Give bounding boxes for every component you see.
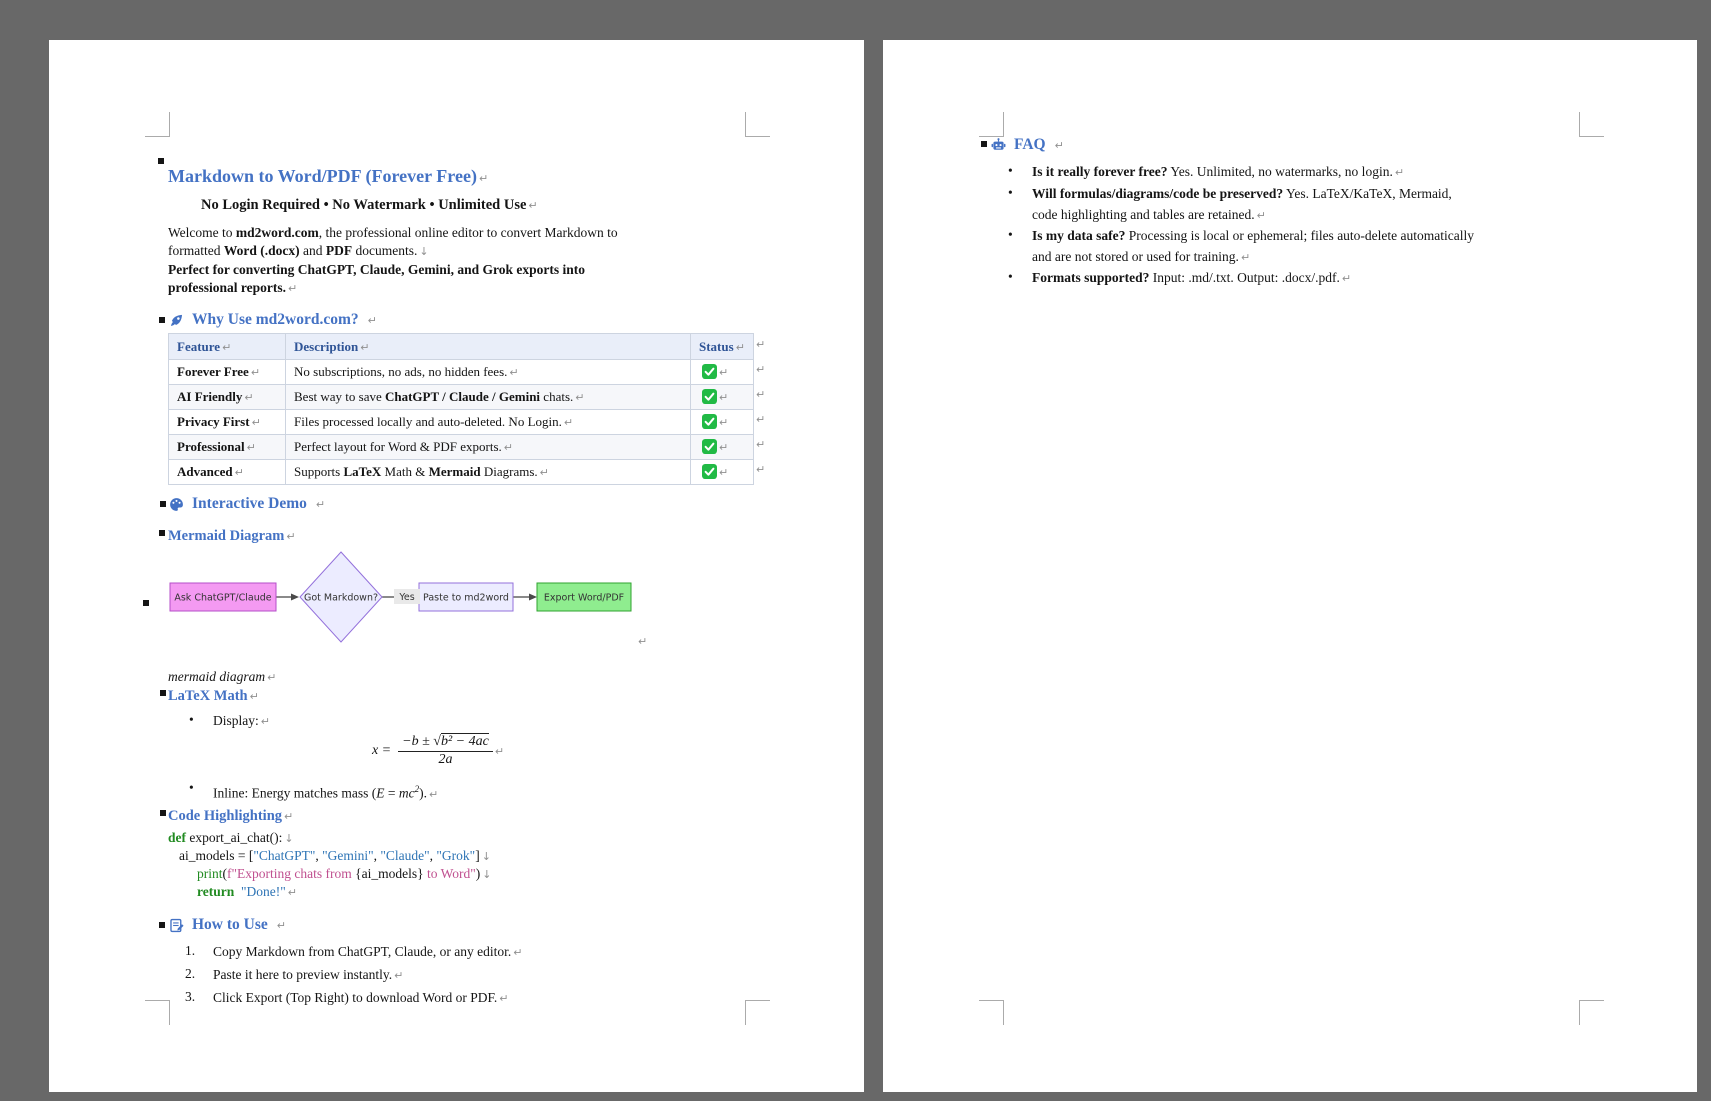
pilcrow-mark: ↵ <box>276 918 286 932</box>
section-heading-text: Why Use md2word.com? <box>192 311 359 328</box>
faq-item-line: code highlighting and tables are retained. ↵ <box>1032 207 1266 222</box>
row-end-mark: ↵ <box>756 338 766 351</box>
diagram-caption: mermaid diagram ↵ <box>168 669 277 684</box>
pilcrow-mark: ↵ <box>284 810 294 823</box>
pilcrow-mark: ↵ <box>719 416 729 429</box>
feature-cell: Forever Free ↵ <box>169 360 286 385</box>
faq-item-line: Will formulas/diagrams/code be preserved? Yes. LaTeX/KaTeX, Mermaid, <box>1032 186 1452 201</box>
numbered-item: Copy Markdown from ChatGPT, Claude, or any editor. ↵ <box>213 944 523 959</box>
intro-line: formatted Word (.docx) and PDF documents. ↓ <box>168 243 429 258</box>
faq-item-line: and are not stored or used for training. ↵ <box>1032 249 1251 264</box>
crop-mark-bottom-right <box>745 1000 770 1025</box>
display-label: Display: ↵ <box>213 713 270 728</box>
intro-line: Welcome to md2word.com, the professional online editor to convert Markdown to <box>168 225 618 240</box>
bullet-glyph: • <box>1008 269 1013 284</box>
pilcrow-mark: ↵ <box>315 497 326 511</box>
bullet-glyph: • <box>189 780 194 795</box>
check-icon <box>702 364 717 379</box>
pilcrow-mark: ↵ <box>478 172 489 185</box>
description-cell: Perfect layout for Word & PDF exports. ↵ <box>286 435 691 460</box>
code-line: return "Done!" ↵ <box>197 884 297 899</box>
pilcrow-mark: ↵ <box>719 366 729 379</box>
faq-item-line: Is my data safe? Processing is local or ephemeral; files auto-delete automatically <box>1032 228 1475 243</box>
crop-mark-bottom-left <box>145 1000 170 1025</box>
pilcrow-mark: ↵ <box>638 635 648 648</box>
code-line: ai_models = ["ChatGPT", "Gemini", "Claude", "Grok"] ↓ <box>179 848 491 863</box>
paragraph-anchor-marker <box>159 530 165 536</box>
description-cell: Files processed locally and auto-deleted. No Login. ↵ <box>286 410 691 435</box>
table-row <box>169 435 754 460</box>
features-table <box>168 333 754 485</box>
inline-math-line: Inline: Energy matches mass $(E = mc^2)$. ↵ <box>213 784 439 801</box>
code-line: print(f"Exporting chats from {ai_models} to Word") ↓ <box>197 866 492 881</box>
feature-cell: AI Friendly ↵ <box>169 385 286 410</box>
pilcrow-mark: ↵ <box>719 466 729 479</box>
paragraph-anchor-marker <box>159 922 165 928</box>
code-line: def export_ai_chat(): ↓ <box>168 830 294 845</box>
crop-mark-top-right <box>1579 112 1604 137</box>
check-icon <box>702 389 717 404</box>
intro-line: Perfect for converting ChatGPT, Claude, Gemini, and Grok exports into <box>168 262 585 277</box>
row-end-mark: ↵ <box>756 438 766 451</box>
section-heading-faq <box>990 136 1064 154</box>
heading-text: Code Highlighting <box>168 808 283 824</box>
status-cell <box>691 410 754 435</box>
heading-mermaid-diagram <box>168 528 296 545</box>
feature-cell: Professional ↵ <box>169 435 286 460</box>
flow-node-label: Got Markdown? <box>303 592 379 604</box>
check-icon <box>702 464 717 479</box>
pilcrow-mark: ↵ <box>494 744 505 758</box>
pilcrow-mark: ↵ <box>249 690 259 703</box>
flow-node-label: Export Word/PDF <box>543 592 625 604</box>
check-icon <box>702 414 717 429</box>
bullet-glyph: • <box>1008 163 1013 178</box>
list-number: 3. <box>185 989 196 1004</box>
equation-numerator <box>398 734 493 752</box>
feature-cell: Advanced ↵ <box>169 460 286 485</box>
radicand-text: b² − 4ac <box>440 734 489 749</box>
description-cell: Best way to save ChatGPT / Claude / Gemini chats. ↵ <box>286 385 691 410</box>
status-cell <box>691 460 754 485</box>
latex-display-equation <box>168 734 708 768</box>
feature-cell: Privacy First ↵ <box>169 410 286 435</box>
table-header-row <box>169 334 754 360</box>
numbered-item: Paste it here to preview instantly. ↵ <box>213 967 404 982</box>
list-number: 2. <box>185 966 196 981</box>
col-header-description: Description ↵ <box>286 334 691 360</box>
subtitle-text: No Login Required • No Watermark • Unlimited Use <box>201 197 527 213</box>
mermaid-flowchart <box>168 545 688 655</box>
crop-mark-top-left <box>145 112 170 137</box>
pilcrow-mark: ↵ <box>528 199 538 212</box>
section-heading-howto <box>168 916 286 934</box>
heading-code-highlighting <box>168 808 293 825</box>
robot-icon <box>990 137 1007 154</box>
heading-text: Mermaid Diagram <box>168 528 285 544</box>
description-cell: No subscriptions, no ads, no hidden fees. ↵ <box>286 360 691 385</box>
list-number: 1. <box>185 943 196 958</box>
row-end-mark: ↵ <box>756 413 766 426</box>
check-icon <box>702 439 717 454</box>
table-row <box>169 385 754 410</box>
faq-item-line: Formats supported? Input: .md/.txt. Output: .docx/.pdf. ↵ <box>1032 270 1352 285</box>
flow-node-label: Paste to md2word <box>423 592 509 604</box>
row-end-mark: ↵ <box>756 363 766 376</box>
image-anchor-marker <box>143 600 149 606</box>
equation-lhs: x = <box>371 743 392 758</box>
crop-mark-bottom-right <box>1579 1000 1604 1025</box>
crop-mark-top-right <box>745 112 770 137</box>
table-row <box>169 360 754 385</box>
description-cell: Supports LaTeX Math & Mermaid Diagrams. ↵ <box>286 460 691 485</box>
arrowhead-icon <box>291 594 299 601</box>
flow-node-label: Ask ChatGPT/Claude <box>174 592 272 604</box>
bullet-glyph: • <box>1008 227 1013 242</box>
paragraph-anchor-marker <box>158 158 164 164</box>
document-title <box>168 166 488 187</box>
col-header-feature: Feature ↵ <box>169 334 286 360</box>
memo-icon <box>168 917 185 934</box>
status-cell <box>691 385 754 410</box>
row-end-mark: ↵ <box>756 388 766 401</box>
crop-mark-bottom-left <box>979 1000 1004 1025</box>
table-row <box>169 460 754 485</box>
heading-latex-math <box>168 688 259 705</box>
crop-mark-top-left <box>979 112 1004 137</box>
palette-icon <box>168 496 185 513</box>
paragraph-anchor-marker <box>160 690 166 696</box>
faq-item-line: Is it really forever free? Yes. Unlimited, no watermarks, no login. ↵ <box>1032 164 1405 179</box>
equation-fraction <box>398 734 493 768</box>
section-heading-why <box>168 311 377 329</box>
pilcrow-mark: ↵ <box>719 391 729 404</box>
section-heading-text: Interactive Demo <box>192 495 307 512</box>
numerator-text: −b ± √ <box>402 734 441 749</box>
paragraph-anchor-marker <box>160 810 166 816</box>
paragraph-anchor-marker <box>981 141 987 147</box>
flow-edge-label: Yes <box>399 592 415 603</box>
document-page-2[interactable] <box>883 40 1697 1092</box>
pilcrow-mark: ↵ <box>367 313 377 327</box>
equation-denominator: 2a <box>438 752 453 767</box>
bullet-glyph: • <box>189 712 194 727</box>
table-row <box>169 410 754 435</box>
arrowhead-icon <box>529 594 537 601</box>
col-header-status: Status ↵ <box>691 334 754 360</box>
section-heading-text: How to Use <box>192 916 268 933</box>
status-cell <box>691 360 754 385</box>
document-page-1[interactable] <box>49 40 864 1092</box>
section-heading-text: FAQ <box>1014 136 1046 153</box>
document-title-text: Markdown to Word/PDF (Forever Free) <box>168 166 477 186</box>
subtitle <box>201 197 538 214</box>
pilcrow-mark: ↵ <box>719 441 729 454</box>
pilcrow-mark: ↵ <box>1054 138 1064 152</box>
paragraph-anchor-marker <box>159 317 165 323</box>
heading-text: LaTeX Math <box>168 688 248 704</box>
bullet-glyph: • <box>1008 185 1013 200</box>
paragraph-anchor-marker <box>160 501 166 507</box>
numbered-item: Click Export (Top Right) to download Word or PDF. ↵ <box>213 990 509 1005</box>
rocket-icon <box>168 312 185 329</box>
pilcrow-mark: ↵ <box>286 530 296 543</box>
status-cell <box>691 435 754 460</box>
intro-line: professional reports. ↵ <box>168 280 298 295</box>
row-end-mark: ↵ <box>756 463 766 476</box>
section-heading-demo <box>168 495 325 513</box>
